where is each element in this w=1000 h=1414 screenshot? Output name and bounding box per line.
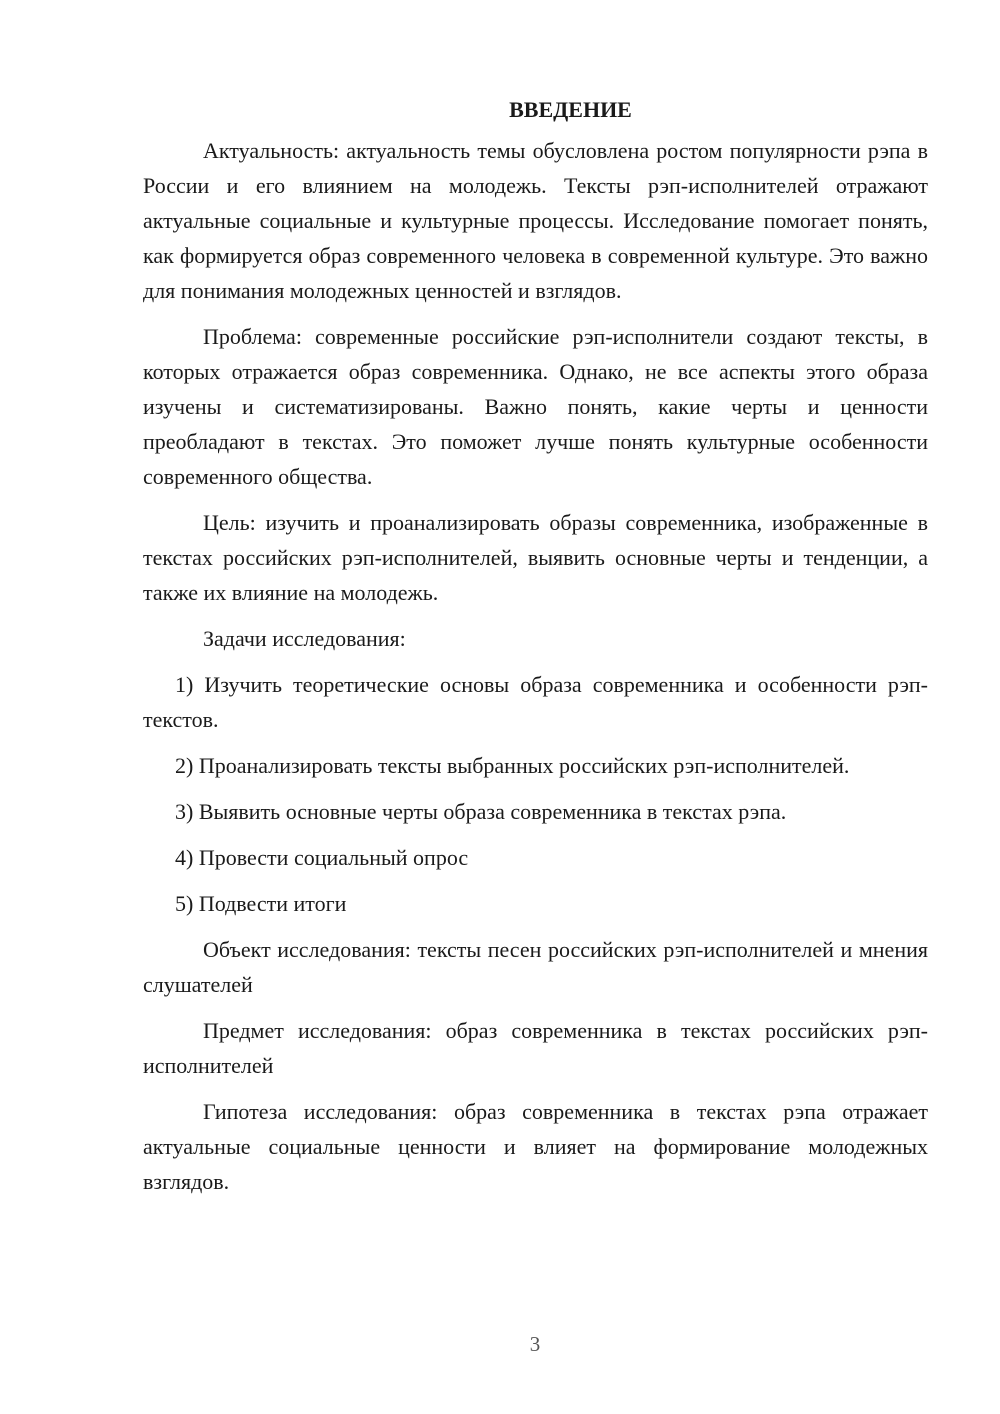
page-number: 3 — [529, 1332, 541, 1356]
goal-paragraph: Цель: изучить и проанализировать образы современника, изображенные в текстах российских рэп-исполнителей, выявить основные черты и тенденции, а также их влияние на молодежь. — [143, 510, 928, 605]
section-title: ВВЕДЕНИЕ — [509, 97, 632, 122]
tasks-heading: Задачи исследования: — [203, 626, 406, 651]
subject-paragraph: Предмет исследования: образ современника в текстах российских рэп-исполнителей — [143, 1018, 928, 1078]
task-item-3: 3) Выявить основные черты образа современника в текстах рэпа. — [175, 799, 787, 824]
relevance-paragraph: Актуальность: актуальность темы обусловлена ростом популярности рэпа в России и его влиянием на молодежь. Тексты рэп-исполнителей отражают актуальные социальные и культурные процессы. Исследование помогает понять, как формируется образ современного человека в современной культуре. Это важно для понимания молодежных ценностей и взглядов. — [143, 138, 928, 303]
task-item-1: 1) Изучить теоретические основы образа современника и особенности рэп-текстов. — [143, 672, 928, 732]
problem-paragraph: Проблема: современные российские рэп-исполнители создают тексты, в которых отражается образ современника. Однако, не все аспекты этого образа изучены и систематизированы. Важно понять, какие черты и ценности преобладают в текстах. Это поможет лучше понять культурные особенности современного общества. — [143, 324, 928, 489]
task-item-5: 5) Подвести итоги — [175, 891, 347, 916]
document-page — [143, 92, 928, 1210]
task-item-4: 4) Провести социальный опрос — [175, 845, 469, 870]
object-paragraph: Объект исследования: тексты песен российских рэп-исполнителей и мнения слушателей — [143, 937, 928, 997]
task-item-2: 2) Проанализировать тексты выбранных российских рэп-исполнителей. — [175, 753, 850, 778]
hypothesis-paragraph: Гипотеза исследования: образ современника в текстах рэпа отражает актуальные социальные ценности и влияет на формирование молодежных взглядов. — [143, 1099, 928, 1194]
